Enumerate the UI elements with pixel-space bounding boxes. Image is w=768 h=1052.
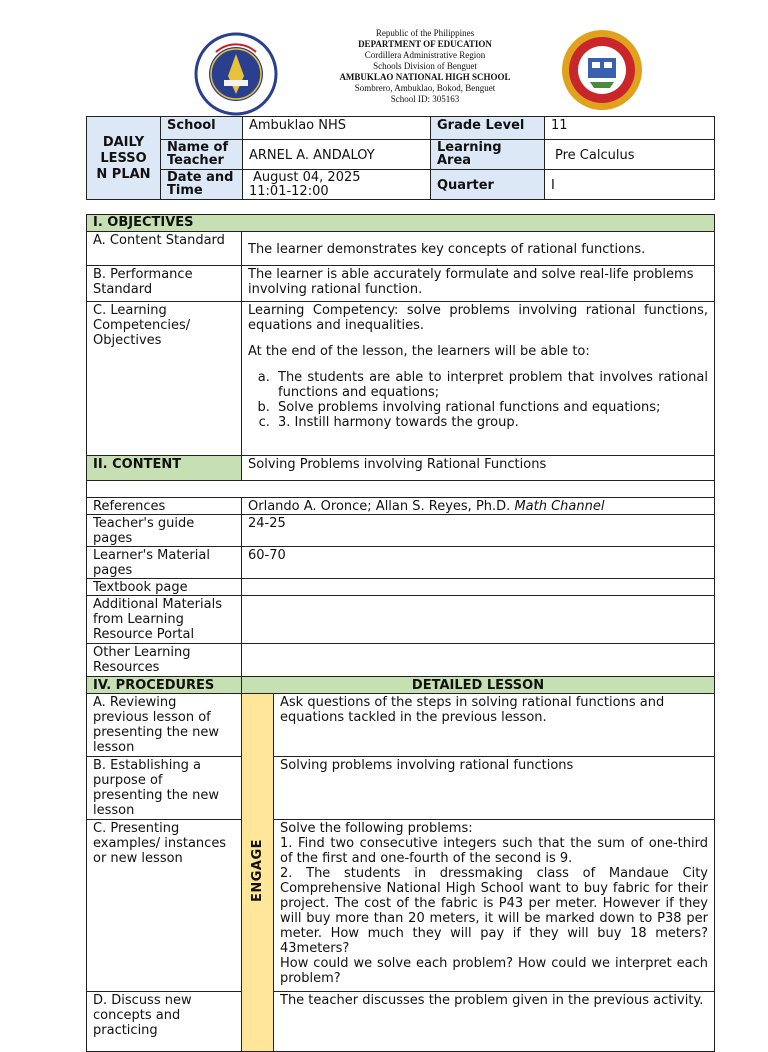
detailed-lesson-heading: DETAILED LESSON	[242, 677, 715, 694]
learners-material-label: Learner's Material pages	[87, 547, 242, 579]
textbook-label: Textbook page	[87, 579, 242, 596]
header-line-school: AMBUKLAO NATIONAL HIGH SCHOOL	[339, 72, 511, 82]
grade-level-label: Grade Level	[431, 117, 545, 140]
content-standard-value: The learner demonstrates key concepts of rational functions.	[242, 232, 715, 266]
establishing-purpose-label: B. Establishing a purpose of presenting the new lesson	[87, 757, 242, 820]
deped-seal	[194, 32, 278, 120]
competencies-label: C. Learning Competencies/ Objectives	[87, 302, 242, 456]
engage-label: ENGAGE	[250, 838, 265, 903]
references-value	[242, 498, 715, 515]
info-table	[86, 116, 715, 200]
content-value: Solving Problems involving Rational Functions	[242, 456, 715, 481]
references-authors: Orlando A. Oronce; Allan S. Reyes, Ph.D.	[248, 499, 515, 514]
problem-intro: Solve the following problems:	[280, 821, 473, 836]
content-standard-label: A. Content Standard	[87, 232, 242, 266]
objective-item: b. Solve problems involving rational functions and equations;	[274, 400, 708, 415]
procedures-heading: IV. PROCEDURES	[87, 677, 242, 694]
teacher-value: ARNEL A. ANDALOY	[243, 140, 431, 170]
teachers-guide-label: Teacher's guide pages	[87, 515, 242, 547]
other-resources-label: Other Learning Resources	[87, 644, 242, 677]
objective-item: a. The students are able to interpret problem that involves rational functions and equations;	[274, 370, 708, 400]
reviewing-value: Ask questions of the steps in solving rational functions and equations tackled in the previous lesson.	[274, 694, 715, 757]
deped-seal-icon	[194, 32, 278, 116]
discuss-concepts-label: D. Discuss new concepts and practicing	[87, 992, 242, 1052]
objectives-heading: I. OBJECTIVES	[87, 215, 715, 232]
lesson-plan-table	[86, 214, 715, 1052]
other-resources-value	[242, 644, 715, 677]
content-heading: II. CONTENT	[87, 456, 242, 481]
date-value: August 04, 2025	[253, 170, 361, 185]
header-line-republic: Republic of the Philippines	[375, 28, 475, 38]
references-title: Math Channel	[514, 499, 605, 514]
establishing-purpose-value: Solving problems involving rational functions	[274, 757, 715, 820]
dlp-title: DAILY LESSO N PLAN	[87, 117, 161, 200]
school-value: Ambuklao NHS	[243, 117, 431, 140]
quarter-value: I	[545, 170, 715, 200]
objectives-list	[248, 370, 708, 430]
problem-question: How could we solve each problem? How could we interpret each problem?	[280, 956, 708, 986]
references-label: References	[87, 498, 242, 515]
blank-row	[87, 481, 715, 498]
learning-competency: Learning Competency: solve problems involving rational functions, equations and inequalities.	[248, 303, 708, 333]
engage-phase-cell	[242, 694, 274, 1052]
school-label: School	[161, 117, 243, 140]
learners-material-value: 60-70	[242, 547, 715, 579]
header-line-region: Cordillera Administrative Region	[364, 50, 486, 60]
teachers-guide-value: 24-25	[242, 515, 715, 547]
textbook-value	[242, 579, 715, 596]
problem-2: 2. The students in dressmaking class of Mandaue City Comprehensive National High School want to buy fabric for their project. The cost of the fabric is P43 per meter. However if they will buy more than 20 meters, it will be marked down to P38 per meter. How much they will pay if they will buy 18 meters? 43meters?	[280, 866, 708, 956]
time-value: 11:01-12:00	[249, 184, 329, 199]
date-time-value	[243, 170, 431, 200]
objective-item: c. 3. Instill harmony towards the group.	[274, 415, 708, 430]
header-line-address: Sombrero, Ambuklao, Bokod, Benguet	[354, 83, 496, 93]
competencies-value	[242, 302, 715, 456]
quarter-label: Quarter	[431, 170, 545, 200]
presenting-examples-label: C. Presenting examples/ instances or new lesson	[87, 820, 242, 992]
reviewing-label: A. Reviewing previous lesson of presenting the new lesson	[87, 694, 242, 757]
school-seal	[560, 28, 644, 116]
header-line-deped: DEPARTMENT OF EDUCATION	[358, 39, 492, 49]
learning-area-label: Learning Area	[431, 140, 545, 170]
header-line-school-id: School ID: 305163	[390, 94, 460, 104]
additional-materials-value	[242, 596, 715, 644]
performance-standard-value: The learner is able accurately formulate and solve real-life problems involving rational function.	[242, 266, 715, 302]
problem-1: 1. Find two consecutive integers such that the sum of one-third of the first and one-fourth of the second is 9.	[280, 836, 708, 866]
presenting-examples-value	[274, 820, 715, 992]
grade-level-value: 11	[545, 117, 715, 140]
discuss-concepts-value: The teacher discusses the problem given in the previous activity.	[274, 992, 715, 1052]
school-header	[300, 28, 550, 105]
date-time-label: Date and Time	[161, 170, 243, 200]
school-seal-icon	[560, 28, 644, 112]
header-line-division: Schools Division of Benguet	[373, 61, 477, 71]
performance-standard-label: B. Performance Standard	[87, 266, 242, 302]
objectives-intro: At the end of the lesson, the learners will be able to:	[248, 344, 590, 359]
learning-area-value: Pre Calculus	[545, 140, 715, 170]
teacher-label: Name of Teacher	[161, 140, 243, 170]
additional-materials-label: Additional Materials from Learning Resource Portal	[87, 596, 242, 644]
